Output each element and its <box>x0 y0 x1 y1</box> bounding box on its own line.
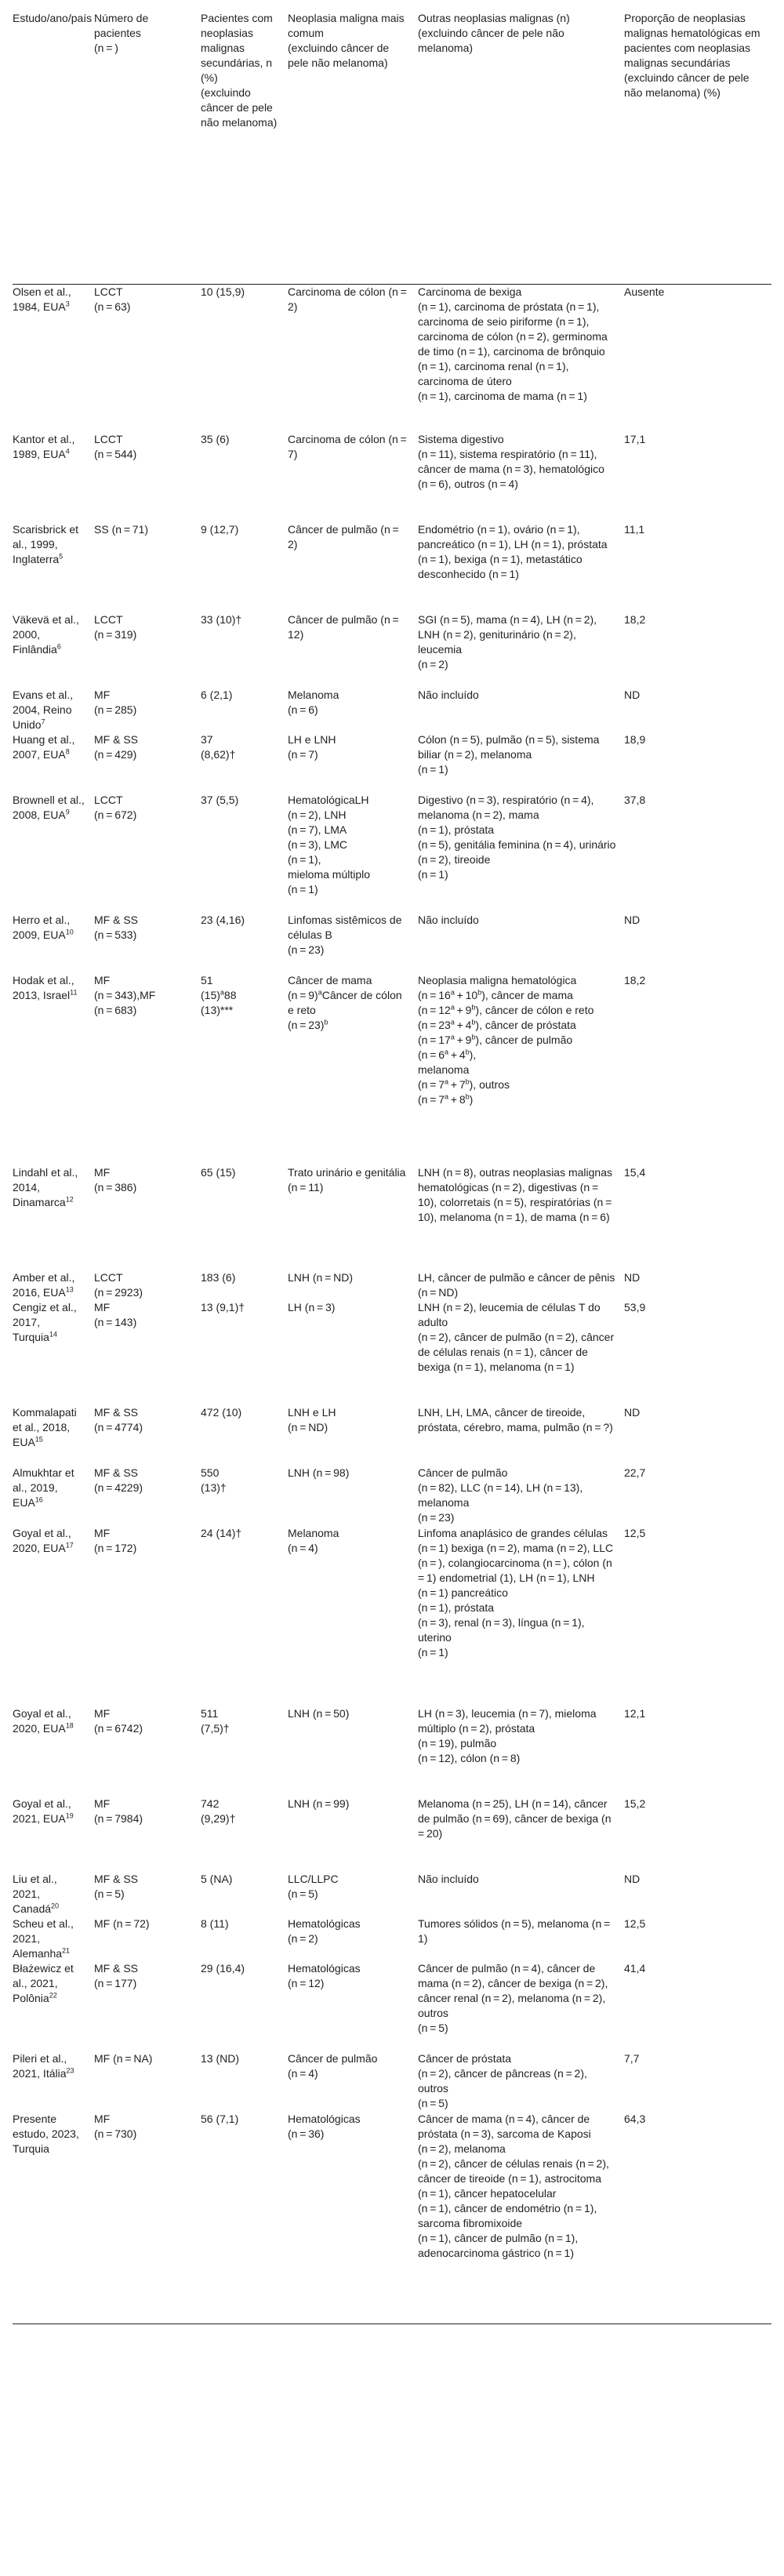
cell-study <box>13 973 94 1165</box>
cell-proportion: 15,2 <box>624 1797 646 1810</box>
cell-study <box>13 1526 94 1706</box>
cell-patients: MF & SS (n = 4774) <box>94 1406 143 1433</box>
cell-patients: MF (n = 343),MF (n = 683) <box>94 974 156 1016</box>
reference-number[interactable]: 15 <box>34 1435 43 1444</box>
cell-secondary: 5 (NA) <box>201 1873 233 1885</box>
cell-secondary: 511 (7,5)† <box>201 1707 230 1735</box>
cell-patients: MF (n = 285) <box>94 689 137 716</box>
cell-others: Câncer de mama (n = 4), câncer de próstata (n = 3), sarcoma de Kaposi (n = 2), melanoma (n = 2), câncer de células renais (n = 2), câncer de tireoide (n = 1), astrocitoma (n = 1), câncer hepatocelular (n = 1), câncer de endométrio (n = 1), sarcoma fibromixoide (n = 1), câncer de pulmão (n = 1), adenocarcinoma gástrico (n = 1) <box>418 2112 624 2324</box>
study-name: Almukhtar et al., 2019, EUA <box>13 1466 74 1509</box>
study-name: Goyal et al., 2021, EUA <box>13 1797 71 1825</box>
cell-study <box>13 1270 94 1300</box>
cell-secondary: 6 (2,1) <box>201 689 233 701</box>
cell-secondary: 51 $(15)^a88$ (13)*** <box>201 974 237 1016</box>
header-secondary-malignancies: Pacientes com neoplasias malignas secundárias, n (%) (excluindo câncer de pele não melanoma) <box>201 11 288 285</box>
study-name: Presente estudo, 2023, Turquia <box>13 2113 79 2155</box>
cell-patients: MF (n = 730) <box>94 2112 201 2324</box>
cell-others: LH, câncer de pulmão e câncer de pênis (n = ND) <box>418 1271 615 1299</box>
study-name: Scheu et al., 2021, Alemanha <box>13 1917 74 1960</box>
reference-number[interactable]: 11 <box>70 988 78 997</box>
reference-number[interactable]: 5 <box>59 552 64 561</box>
cell-common: LNH (n = 99) <box>288 1797 350 1810</box>
study-name: Väkevä et al., 2000, Finlândia <box>13 613 79 656</box>
reference-number[interactable]: 14 <box>49 1330 57 1339</box>
cell-secondary: 13 (9,1)† <box>201 1301 245 1313</box>
comparison-table <box>13 11 771 2324</box>
cell-patients: LCCT (n = 63) <box>94 285 131 313</box>
table-row <box>13 1961 771 2051</box>
table-row <box>13 1405 771 1466</box>
table-row <box>13 1917 771 1961</box>
cell-patients: MF (n = NA) <box>94 2052 153 2065</box>
cell-common: Hematológicas (n = 36) <box>288 2112 418 2324</box>
cell-secondary: 37 (8,62)† <box>201 733 236 761</box>
study-name: Olsen et al., 1984, EUA <box>13 285 71 313</box>
cell-secondary: 24 (14)† <box>201 1527 242 1539</box>
cell-others: Linfoma anaplásico de grandes células (n = 1) bexiga (n = 2), mama (n = 2), LLC (n = ), colangiocarcinoma (n = ), cólon (n = 1) endometrial (1), LH (n = 1), LNH (n = 1) pancreático (n = 1), próstata (n = 3), renal (n = 3), língua (n = 1), uterino (n = 1) <box>418 1527 614 1659</box>
table-row <box>13 612 771 688</box>
cell-proportion: 53,9 <box>624 1301 646 1313</box>
cell-study <box>13 285 94 433</box>
cell-patients: LCCT (n = 544) <box>94 433 137 460</box>
study-name: Scarisbrick et al., 1999, Inglaterra <box>13 523 79 565</box>
study-name: Błażewicz et al., 2021, Polônia <box>13 1962 74 2004</box>
cell-study <box>13 1300 94 1405</box>
cell-common: Hematológicas (n = 12) <box>288 1962 361 1989</box>
cell-study <box>13 522 94 612</box>
cell-proportion: 64,3 <box>624 2112 771 2324</box>
cell-secondary: 29 (16,4) <box>201 1962 245 1975</box>
cell-study <box>13 1405 94 1466</box>
cell-patients: MF (n = 72) <box>94 1917 150 1930</box>
cell-patients: LCCT (n = 672) <box>94 794 137 821</box>
cell-secondary: 33 (10)† <box>201 613 242 626</box>
header-hematologic-proportion: Proporção de neoplasias malignas hematológicas em pacientes com neoplasias malignas secundárias (excluindo câncer de pele não melanoma) (%) <box>624 11 771 285</box>
cell-patients: MF (n = 386) <box>94 1166 137 1194</box>
cell-proportion: 22,7 <box>624 1466 646 1479</box>
cell-secondary: 23 (4,16) <box>201 914 245 926</box>
reference-number[interactable]: 20 <box>51 1902 60 1910</box>
cell-patients: MF & SS (n = 429) <box>94 733 139 761</box>
study-name: Amber et al., 2016, EUA <box>13 1271 75 1299</box>
table-row <box>13 1797 771 1872</box>
cell-common: Melanoma (n = 4) <box>288 1527 339 1554</box>
cell-common: Melanoma (n = 6) <box>288 689 339 716</box>
reference-number[interactable]: 18 <box>65 1721 74 1730</box>
cell-proportion: ND <box>624 689 641 701</box>
cell-study <box>13 432 94 522</box>
study-name: Herro et al., 2009, EUA <box>13 914 71 941</box>
cell-proportion: 17,1 <box>624 433 646 445</box>
cell-patients: MF & SS (n = 533) <box>94 914 139 941</box>
cell-patients: MF (n = 7984) <box>94 1797 143 1825</box>
cell-common: Linfomas sistêmicos de células B (n = 23) <box>288 914 402 956</box>
reference-number[interactable]: 4 <box>65 447 70 456</box>
cell-others: Câncer de próstata (n = 2), câncer de pâncreas (n = 2), outros (n = 5) <box>418 2052 587 2109</box>
cell-common: Câncer de mama (n = 9)$^a$Câncer de cólon e reto (n = 23)$^b$ <box>288 974 402 1031</box>
cell-others: Não incluído <box>418 689 479 701</box>
table-row <box>13 732 771 793</box>
table-row <box>13 973 771 1165</box>
cell-others: Carcinoma de bexiga (n = 1), carcinoma de próstata (n = 1), carcinoma de seio piriforme (n = 1), carcinoma de cólon (n = 2), germinoma de timo (n = 1), carcinoma de brônquio (n = 1), carcinoma renal (n = 1), carcinoma de útero (n = 1), carcinoma de mama (n = 1) <box>418 285 608 402</box>
cell-common: Câncer de pulmão (n = 12) <box>288 613 401 641</box>
cell-others: Tumores sólidos (n = 5), melanoma (n = 1) <box>418 1917 613 1945</box>
table-row <box>13 2112 771 2324</box>
reference-number[interactable]: 7 <box>41 718 45 726</box>
cell-secondary: 56 (7,1) <box>201 2112 288 2324</box>
reference-number[interactable]: 23 <box>66 2066 74 2075</box>
cell-study <box>13 1706 94 1797</box>
cell-patients: MF & SS (n = 5) <box>94 1873 139 1900</box>
cell-proportion: ND <box>624 1271 641 1284</box>
header-patients: Número de pacientes (n = ) <box>94 11 201 285</box>
cell-others: Melanoma (n = 25), LH (n = 14), câncer de pulmão (n = 69), câncer de bexiga (n = 20) <box>418 1797 614 1840</box>
cell-study <box>13 1797 94 1872</box>
cell-others: LNH (n = 2), leucemia de células T do adulto (n = 2), câncer de pulmão (n = 2), câncer de células renais (n = 1), câncer de bexiga (n = 1), melanoma (n = 1) <box>418 1301 615 1373</box>
cell-secondary: 13 (ND) <box>201 2052 240 2065</box>
table-row <box>13 2051 771 2112</box>
cell-common: LNH e LH (n = ND) <box>288 1406 336 1433</box>
cell-proportion: 41,4 <box>624 1962 646 1975</box>
header-row <box>13 11 771 285</box>
cell-common: HematológicaLH (n = 2), LNH (n = 7), LMA (n = 3), LMC (n = 1), mieloma múltiplo (n = 1) <box>288 794 371 896</box>
cell-common: Carcinoma de cólon (n = 7) <box>288 433 409 460</box>
reference-number[interactable]: 9 <box>65 808 70 816</box>
cell-secondary: 742 (9,29)† <box>201 1797 236 1825</box>
table-row <box>13 1165 771 1270</box>
cell-study <box>13 1961 94 2051</box>
study-name: Cengiz et al., 2017, Turquia <box>13 1301 77 1343</box>
cell-others: Neoplasia maligna hematológica $(n = 16^a + 10^b)$, câncer de mama $(n = 12^a + 9^b)$, câncer de cólon e reto $(n = 23^a + 4^b)$, câncer de próstata $(n = 17^a + 9^b)$, câncer de pulmão $(n = 6^a + 4^b)$, melanoma $(n = 7^a + 7^b)$, outros $(n = 7^a + 8^b)$ <box>418 974 594 1106</box>
cell-common: LLC/LLPC (n = 5) <box>288 1873 339 1900</box>
cell-patients: MF & SS (n = 4229) <box>94 1466 143 1494</box>
reference-number[interactable]: 8 <box>65 747 70 756</box>
cell-secondary: 183 (6) <box>201 1271 236 1284</box>
table-row <box>13 1300 771 1405</box>
cell-others: LNH, LH, LMA, câncer de tireoide, próstata, cérebro, mama, pulmão (n = ?) <box>418 1406 613 1433</box>
cell-secondary: 65 (15) <box>201 1166 236 1179</box>
cell-others: Câncer de pulmão (n = 82), LLC (n = 14), LH (n = 13), melanoma (n = 23) <box>418 1466 583 1524</box>
cell-proportion: 18,2 <box>624 613 646 626</box>
cell-proportion: 37,8 <box>624 794 646 806</box>
table-row <box>13 285 771 433</box>
cell-secondary: 472 (10) <box>201 1406 242 1419</box>
reference-number[interactable]: 17 <box>65 1541 74 1550</box>
cell-others: Não incluído <box>418 914 479 926</box>
reference-number[interactable]: 12 <box>65 1195 74 1204</box>
study-name: Goyal et al., 2020, EUA <box>13 1527 71 1554</box>
cell-common: Trato urinário e genitália (n = 11) <box>288 1166 406 1194</box>
cell-proportion: 15,4 <box>624 1166 646 1179</box>
study-name: Goyal et al., 2020, EUA <box>13 1707 71 1735</box>
cell-common: Carcinoma de cólon (n = 2) <box>288 285 409 313</box>
cell-common: LH (n = 3) <box>288 1301 336 1313</box>
cell-study <box>13 1165 94 1270</box>
header-study: Estudo/ano/país <box>13 11 94 285</box>
cell-secondary: 8 (11) <box>201 1917 229 1930</box>
study-name: Lindahl et al., 2014, Dinamarca <box>13 1166 78 1208</box>
study-name: Huang et al., 2007, EUA <box>13 733 75 761</box>
cell-patients: MF (n = 143) <box>94 1301 137 1328</box>
cell-proportion: 7,7 <box>624 2052 640 2065</box>
cell-proportion: 11,1 <box>624 523 645 536</box>
cell-patients: MF (n = 6742) <box>94 1707 143 1735</box>
cell-patients: SS (n = 71) <box>94 523 149 536</box>
table-row <box>13 1270 771 1300</box>
cell-common: LNH (n = 98) <box>288 1466 350 1479</box>
cell-secondary: 9 (12,7) <box>201 523 239 536</box>
table-row <box>13 793 771 913</box>
cell-proportion: ND <box>624 1873 641 1885</box>
table-body <box>13 285 771 2324</box>
study-name: Kantor et al., 1989, EUA <box>13 433 75 460</box>
table-row <box>13 1526 771 1706</box>
cell-proportion: ND <box>624 1406 641 1419</box>
cell-secondary: 35 (6) <box>201 433 230 445</box>
cell-common: LH e LNH (n = 7) <box>288 733 336 761</box>
cell-proportion: 12,5 <box>624 1917 646 1930</box>
cell-patients: LCCT (n = 319) <box>94 613 137 641</box>
cell-common: LNH (n = ND) <box>288 1271 354 1284</box>
reference-number[interactable]: 6 <box>56 642 61 651</box>
cell-study <box>13 612 94 688</box>
cell-others: Cólon (n = 5), pulmão (n = 5), sistema biliar (n = 2), melanoma (n = 1) <box>418 733 600 776</box>
cell-secondary: 10 (15,9) <box>201 285 245 298</box>
cell-proportion: 18,2 <box>624 974 646 986</box>
study-name: Kommalapati et al., 2018, EUA <box>13 1406 77 1448</box>
cell-secondary: 550 (13)† <box>201 1466 227 1494</box>
cell-study <box>13 913 94 973</box>
reference-number[interactable]: 13 <box>65 1285 74 1294</box>
cell-study <box>13 2051 94 2112</box>
cell-others: Sistema digestivo (n = 11), sistema respiratório (n = 11), câncer de mama (n = 3), hematológico (n = 6), outros (n = 4) <box>418 433 604 490</box>
table-row <box>13 522 771 612</box>
header-other-malignancies: Outras neoplasias malignas (n) (excluindo câncer de pele não melanoma) <box>418 11 624 285</box>
cell-proportion: 12,1 <box>624 1707 646 1720</box>
cell-others: Digestivo (n = 3), respiratório (n = 4), melanoma (n = 2), mama (n = 1), próstata (n = 5), genitália feminina (n = 4), urinário (n = 2), tireoide (n = 1) <box>418 794 616 881</box>
study-name: Brownell et al., 2008, EUA <box>13 794 85 821</box>
cell-others: Endométrio (n = 1), ovário (n = 1), pancreático (n = 1), LH (n = 1), próstata (n = 1), bexiga (n = 1), metastático desconhecido (n = 1) <box>418 523 608 580</box>
reference-number[interactable]: 21 <box>62 1946 71 1955</box>
cell-proportion: 12,5 <box>624 1527 646 1539</box>
reference-number[interactable]: 16 <box>34 1495 43 1504</box>
study-name: Hodak et al., 2013, Israel <box>13 974 74 1001</box>
cell-others: LH (n = 3), leucemia (n = 7), mieloma múltiplo (n = 2), próstata (n = 19), pulmão (n = 12), cólon (n = 8) <box>418 1707 597 1764</box>
cell-proportion: ND <box>624 914 641 926</box>
cell-others: Câncer de pulmão (n = 4), câncer de mama (n = 2), câncer de bexiga (n = 2), câncer renal (n = 2), melanoma (n = 2), outros (n = 5) <box>418 1962 608 2034</box>
table-row <box>13 913 771 973</box>
cell-patients: LCCT (n = 2923) <box>94 1271 143 1299</box>
table-row <box>13 688 771 732</box>
study-name: Pileri et al., 2021, Itália <box>13 2052 67 2080</box>
table-row <box>13 432 771 522</box>
reference-number[interactable]: 19 <box>65 1811 74 1820</box>
table-row <box>13 1872 771 1917</box>
cell-common: Hematológicas (n = 2) <box>288 1917 361 1945</box>
reference-number[interactable]: 22 <box>49 1991 57 2000</box>
study-name: Liu et al., 2021, Canadá <box>13 1873 57 1915</box>
cell-patients: MF (n = 172) <box>94 1527 137 1554</box>
study-name: Evans et al., 2004, Reino Unido <box>13 689 74 731</box>
cell-study <box>13 1917 94 1961</box>
cell-study <box>13 793 94 913</box>
cell-study <box>13 1466 94 1526</box>
cell-secondary: 37 (5,5) <box>201 794 239 806</box>
cell-study <box>13 2112 94 2324</box>
table-row <box>13 1466 771 1526</box>
cell-common: LNH (n = 50) <box>288 1707 350 1720</box>
cell-study <box>13 732 94 793</box>
cell-others: Não incluído <box>418 1873 479 1885</box>
cell-study <box>13 688 94 732</box>
cell-others: LNH (n = 8), outras neoplasias malignas hematológicas (n = 2), digestivas (n = 10), colorretais (n = 5), respiratórias (n = 10), melanoma (n = 1), de mama (n = 6) <box>418 1166 615 1223</box>
cell-proportion: 18,9 <box>624 733 646 746</box>
reference-number[interactable]: 3 <box>65 300 70 308</box>
header-most-common: Neoplasia maligna mais comum (excluindo câncer de pele não melanoma) <box>288 11 418 285</box>
cell-study <box>13 1872 94 1917</box>
cell-common: Câncer de pulmão (n = 4) <box>288 2052 378 2080</box>
cell-patients: MF & SS (n = 177) <box>94 1962 139 1989</box>
table-row <box>13 1706 771 1797</box>
cell-common: Câncer de pulmão (n = 2) <box>288 523 401 550</box>
cell-others: SGI (n = 5), mama (n = 4), LH (n = 2), LNH (n = 2), geniturinário (n = 2), leucemia (n = 2) <box>418 613 597 670</box>
reference-number[interactable]: 10 <box>65 928 74 936</box>
cell-proportion: Ausente <box>624 285 665 298</box>
